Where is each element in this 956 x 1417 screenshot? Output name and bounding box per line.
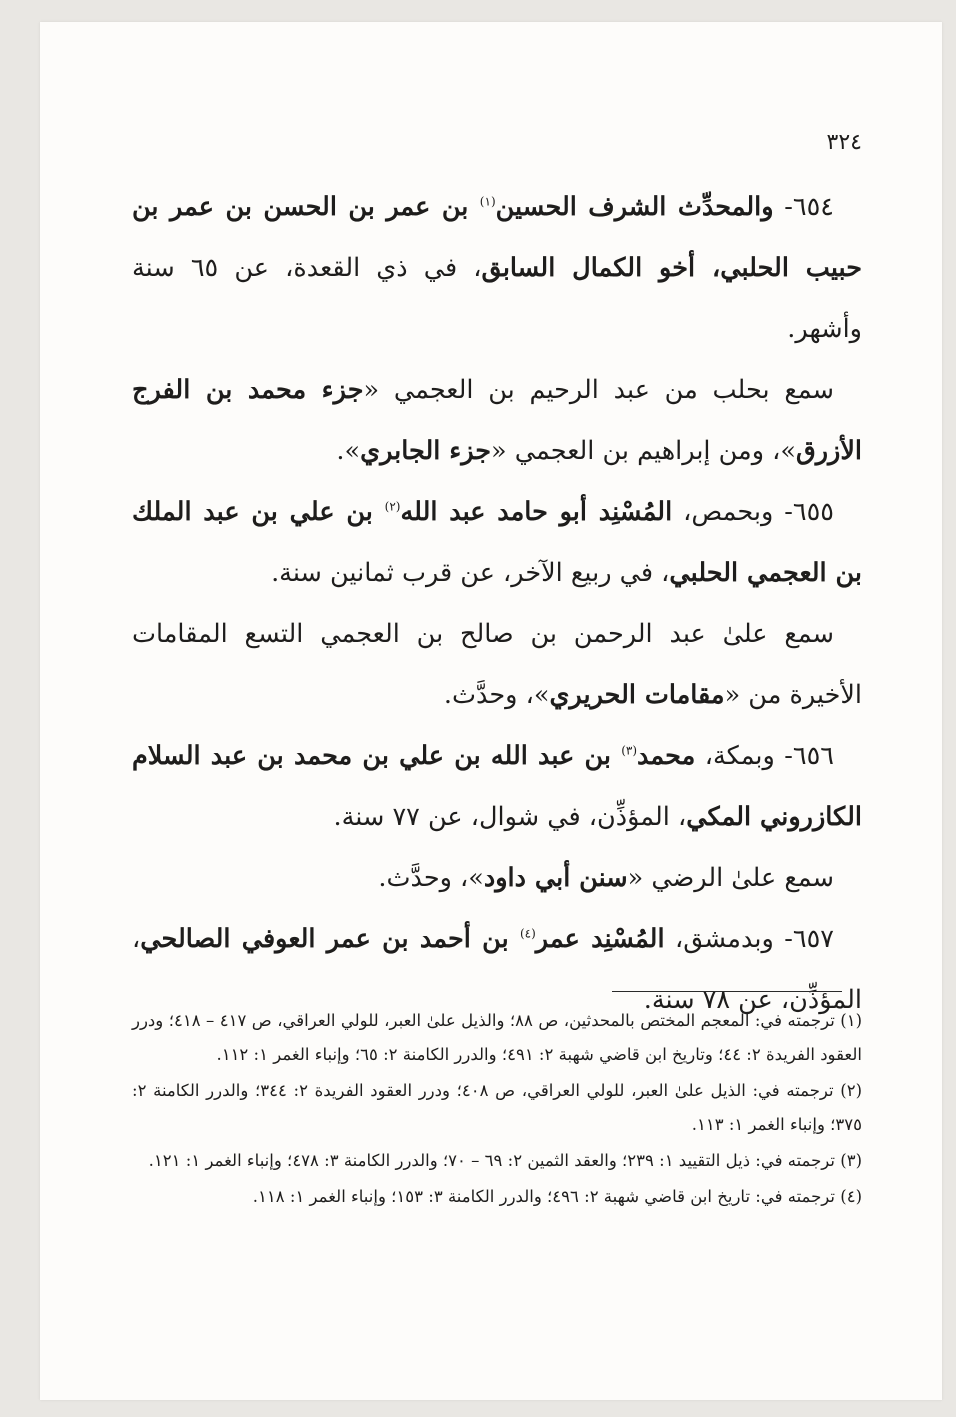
entry-name: والمحدِّث الشرف الحسين [495,192,774,222]
entry-number: ٦٥٧- [773,924,834,954]
entry-name: المُسْنِد أبو حامد عبد الله [400,497,673,527]
footnote-ref[interactable]: (٤) [519,926,536,941]
entry-death-info: ، المؤذِّن، عن ٧٨ سنة. [132,924,862,1015]
book-title: جزء الجابري [360,436,492,466]
entry-655-detail: سمع علىٰ عبد الرحمن بن صالح بن العجمي التسع المقامات الأخيرة من «مقامات الحريري»، وحدَّث. [132,619,862,710]
footnote-ref[interactable]: (١) [479,194,496,209]
entry-lineage: بن أحمد بن عمر العوفي الصالحي [140,924,520,954]
entry-name: محمد [637,741,696,771]
footnote-3: (٣) ترجمته في: ذيل التقييد ١: ٢٣٩؛ والعقد الثمين ٢: ٦٩ – ٧٠؛ والدرر الكامنة ٣: ٤٧٨؛ وإنباء الغمر ١: ١٢١. [148,1151,862,1170]
entry-656 [132,726,862,848]
entry-656-detail: سمع علىٰ الرضي «سنن أبي داود»، وحدَّث. [378,863,834,893]
entry-lineage: بن علي بن عبد الملك بن العجمي الحلبي [132,497,862,588]
footnotes [132,1004,862,1216]
entry-number: ٦٥٦- [774,741,834,771]
entry-654-detail: سمع بحلب من عبد الرحيم بن العجمي «جزء محمد بن الفرج الأزرق»، ومن إبراهيم بن العجمي «جزء الجابري». [132,375,862,466]
entry-number: ٦٥٤- [773,192,834,222]
entry-lineage: بن عمر بن الحسن بن عمر بن حبيب الحلبي، أخو الكمال السابق [132,192,862,283]
main-text [132,177,862,1031]
book-title: جزء محمد بن الفرج الأزرق [132,375,862,466]
book-page [40,22,942,1400]
entry-number: ٦٥٥- [773,497,834,527]
footnote-ref[interactable]: (٣) [621,743,638,758]
entry-place: وبمكة، [695,741,775,771]
entry-death-info: ، المؤذِّن، في شوال، عن ٧٧ سنة. [333,802,687,832]
footnote-ref[interactable]: (٢) [384,499,401,514]
entry-place: وبحمص، [672,497,774,527]
entry-death-info: ، في ربيع الآخر، عن قرب ثمانين سنة. [271,558,670,588]
entry-lineage: بن عبد الله بن علي بن محمد بن عبد السلام الكازروني المكي [132,741,862,832]
footnote-separator [612,991,842,992]
book-title: مقامات الحريري [549,680,725,710]
entry-655 [132,482,862,604]
entry-death-info: ، في ذي القعدة، عن ٦٥ سنة وأشهر. [132,253,862,344]
footnote-1: (١) ترجمته في: المعجم المختص بالمحدثين، ص ٨٨؛ والذيل علىٰ العبر، للولي العراقي، ص ٤١٧ – ٤١٨؛ ودرر العقود الفريدة ٢: ٤٤؛ وتاريخ ابن قاضي شهبة ٢: ٤٩١؛ والدرر الكامنة ٢: ٦٥؛ وإنباء الغمر ١: ١١٢. [132,1011,862,1064]
entry-name: المُسْنِد عمر [535,924,665,954]
page-number: ٣٢٤ [826,130,862,155]
footnote-2: (٢) ترجمته في: الذيل علىٰ العبر، للولي العراقي، ص ٤٠٨؛ ودرر العقود الفريدة ٢: ٣٤٤؛ والدرر الكامنة ٢: ٣٧٥؛ وإنباء الغمر ١: ١١٣. [132,1081,863,1134]
footnote-4: (٤) ترجمته في: تاريخ ابن قاضي شهبة ٢: ٤٩٦؛ والدرر الكامنة ٣: ١٥٣؛ وإنباء الغمر ١: ١١٨. [252,1187,862,1206]
entry-654 [132,177,862,360]
book-title: سنن أبي داود [483,863,628,893]
entry-place: وبدمشق، [664,924,774,954]
